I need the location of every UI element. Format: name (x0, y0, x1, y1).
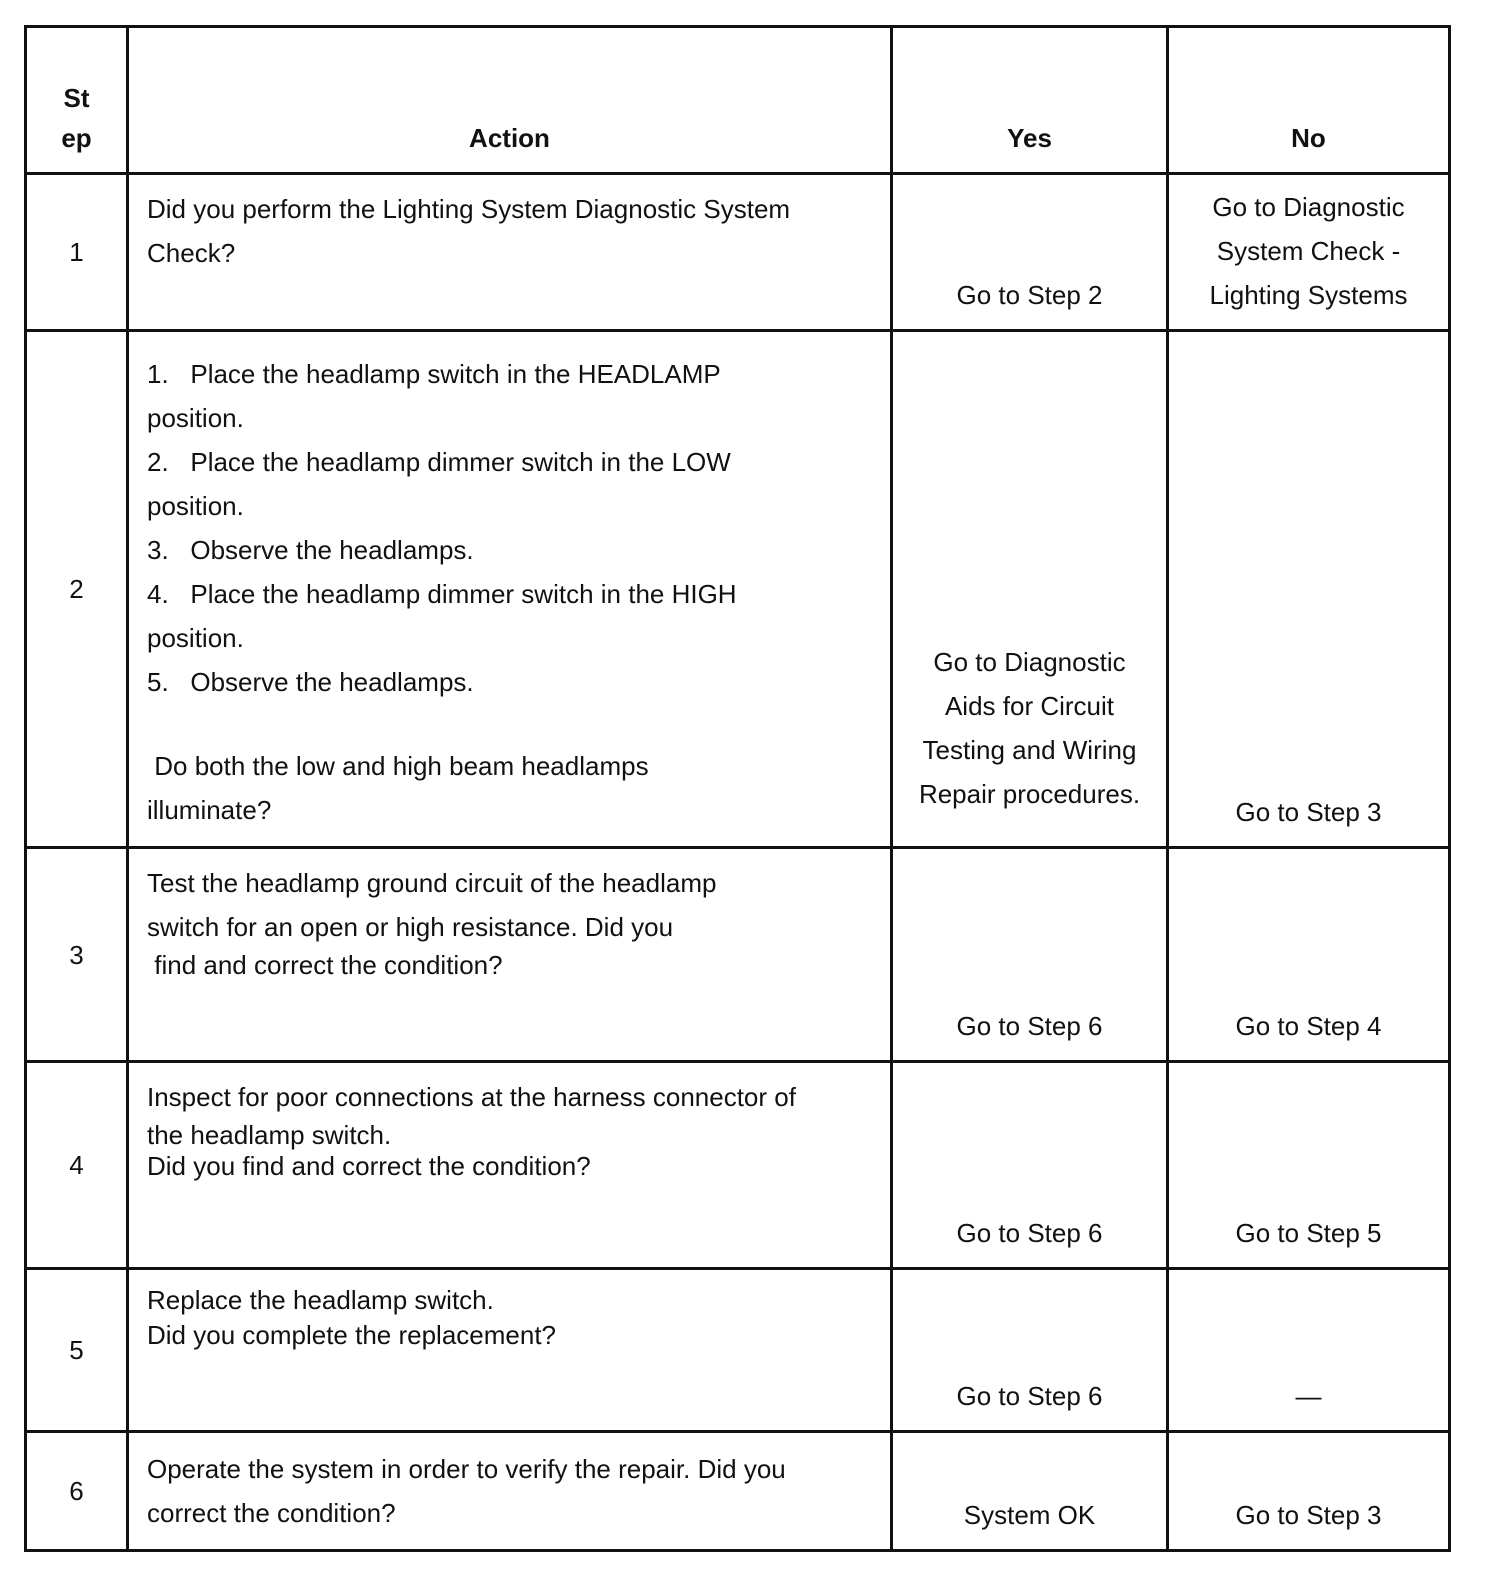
action-line: Check? (147, 238, 236, 268)
action-line: correct the condition? (147, 1498, 396, 1528)
question-line: illuminate? (147, 795, 272, 825)
no-cell (1168, 174, 1450, 331)
diagnostic-table (24, 25, 1451, 1552)
no-cell: Go to Step 5 (1168, 1062, 1450, 1269)
yes-cell: Go to Step 6 (892, 848, 1168, 1062)
yes-cell: Go to Step 6 (892, 1269, 1168, 1432)
action-line: Inspect for poor connections at the harness connector of (147, 1082, 796, 1112)
table-row (26, 1432, 1450, 1551)
yes-cell (892, 331, 1168, 848)
action-line: 5. Observe the headlamps. (147, 667, 474, 697)
action-line: 3. Observe the headlamps. (147, 535, 474, 565)
yes-line: Aids for Circuit (944, 691, 1115, 721)
table-row (26, 1269, 1450, 1432)
action-cell (128, 1432, 892, 1551)
action-line: switch for an open or high resistance. Did you (147, 912, 674, 942)
table-row (26, 174, 1450, 331)
action-line: 1. Place the headlamp switch in the HEADLAMP (147, 359, 721, 389)
yes-cell: Go to Step 2 (892, 174, 1168, 331)
action-cell (128, 331, 892, 848)
step-number: 3 (26, 848, 128, 1062)
action-line: Did you complete the replacement? (147, 1320, 557, 1350)
step-number: 1 (26, 174, 128, 331)
action-line: Replace the headlamp switch. (147, 1285, 494, 1315)
action-cell (128, 1062, 892, 1269)
action-line: Test the headlamp ground circuit of the headlamp (147, 868, 717, 898)
step-number: 2 (26, 331, 128, 848)
no-line: Go to Diagnostic (1212, 192, 1405, 222)
step-number: 4 (26, 1062, 128, 1269)
action-cell (128, 174, 892, 331)
action-cell (128, 1269, 892, 1432)
yes-cell: Go to Step 6 (892, 1062, 1168, 1269)
no-line: Lighting Systems (1209, 280, 1408, 310)
header-action: Action (128, 27, 892, 174)
action-line: 2. Place the headlamp dimmer switch in the LOW (147, 447, 731, 477)
no-cell: Go to Step 3 (1168, 331, 1450, 848)
action-line: Operate the system in order to verify the repair. Did you (147, 1454, 786, 1484)
no-cell: Go to Step 4 (1168, 848, 1450, 1062)
action-cell (128, 848, 892, 1062)
spacer (147, 704, 872, 744)
action-line: position. (147, 623, 244, 653)
action-line: Did you find and correct the condition? (147, 1151, 591, 1181)
step-number: 6 (26, 1432, 128, 1551)
yes-line: Repair procedures. (918, 779, 1141, 809)
yes-line: Testing and Wiring (922, 735, 1137, 765)
action-line: find and correct the condition? (147, 950, 503, 980)
action-line: position. (147, 491, 244, 521)
action-line: Did you perform the Lighting System Diagnostic System (147, 194, 791, 224)
no-cell: Go to Step 3 (1168, 1432, 1450, 1551)
table-row (26, 1062, 1450, 1269)
header-step: St ep (26, 27, 128, 174)
step-number: 5 (26, 1269, 128, 1432)
action-line: the headlamp switch. (147, 1120, 392, 1150)
yes-cell: System OK (892, 1432, 1168, 1551)
header-yes: Yes (892, 27, 1168, 174)
header-row (26, 27, 1450, 174)
header-no: No (1168, 27, 1450, 174)
action-line: 4. Place the headlamp dimmer switch in the HIGH (147, 579, 737, 609)
yes-line: Go to Diagnostic (933, 647, 1126, 677)
action-line: position. (147, 403, 244, 433)
no-line: System Check - (1216, 236, 1401, 266)
table-row (26, 331, 1450, 848)
question-line: Do both the low and high beam headlamps (147, 751, 649, 781)
no-cell: — (1168, 1269, 1450, 1432)
table-row (26, 848, 1450, 1062)
